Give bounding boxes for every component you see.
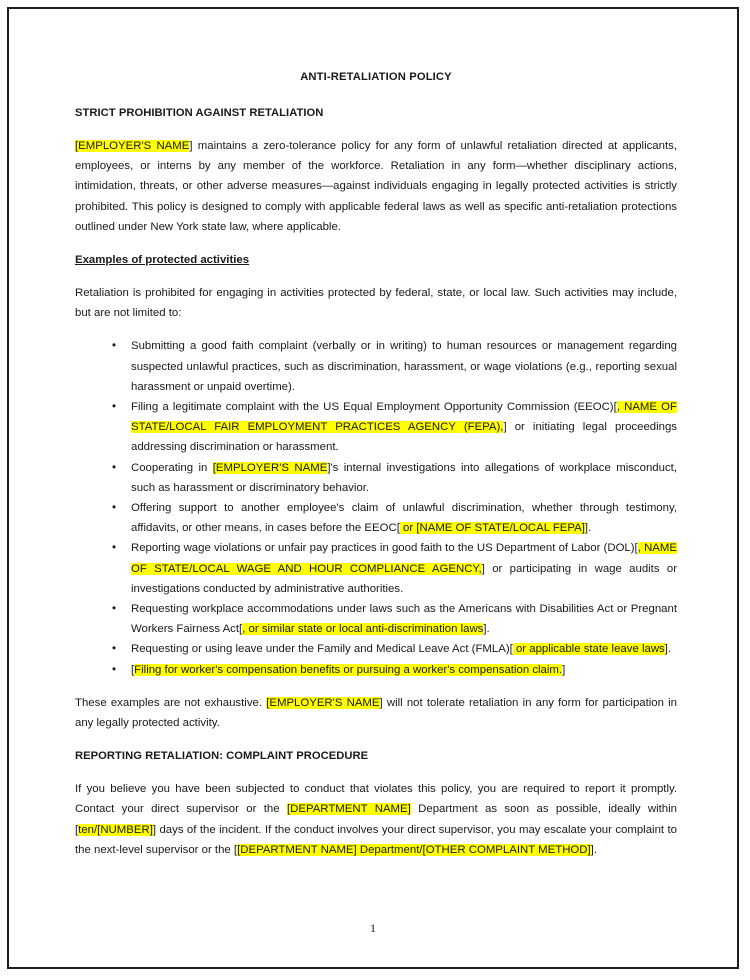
list-item <box>75 336 677 397</box>
list-item <box>75 599 677 639</box>
list-item <box>75 498 677 538</box>
bullet-text-pre: Cooperating in <box>131 461 213 474</box>
list-item <box>75 660 677 680</box>
closing-text-pre: These examples are not exhaustive. <box>75 696 267 709</box>
bullet-text-post: ]. <box>664 643 672 656</box>
protected-activities-list <box>75 336 677 679</box>
reporting-text-part4: ]. <box>590 843 598 856</box>
prohibition-paragraph-text: ] maintains a zero-tolerance policy for any form of unlawful retaliation directed at applicants, employees, or interns by any member of the workforce. Retaliation in any form—whether disciplinary actions, intimidation, threats, or other adverse measures—against individuals engaging in legally protected activities is strictly prohibited. This policy is designed to comply with applicable federal laws as well as specific anti-retaliation protections outlined under New York state law, where applicable. <box>75 140 678 233</box>
bullet-text-post: ]'s internal investigations into allegations of workplace misconduct, such as harassment or discriminatory behavior. <box>131 461 677 494</box>
reporting-text-part3: ] days of the incident. If the conduct involves your direct supervisor, you may escalate your complaint to the next-level supervisor or the [ <box>75 823 677 856</box>
reporting-text-part2: Department as soon as possible, ideally within [ <box>75 803 677 836</box>
closing-text-post: ] will not tolerate retaliation in any form for participation in any legally protected activity. <box>75 696 678 730</box>
list-item <box>75 458 677 498</box>
bullet-text-pre: Requesting or using leave under the Family and Medical Leave Act (FMLA)[ <box>131 643 513 656</box>
placeholder-number-of-days: ten/[NUMBER] <box>78 823 153 836</box>
bullet-text-pre: Submitting a good faith complaint (verbally or in writing) to human resources or management regarding suspected unlawful practices, such as discrimination, harassment, or wage violations (e.g., reporting sexual harassment or unpaid overtime). <box>131 340 677 393</box>
bullet-text-highlight: , NAME OF STATE/LOCAL FAIR EMPLOYMENT PRACTICES AGENCY (FEPA), <box>131 401 677 434</box>
placeholder-other-complaint-method: [DEPARTMENT NAME] Department/[OTHER COMPLAINT METHOD] <box>237 843 591 856</box>
bullet-text-highlight: or applicable state leave laws <box>512 643 665 656</box>
bullet-text-post: ] or initiating legal proceedings addressing discrimination or harassment. <box>131 421 678 454</box>
prohibition-paragraph <box>75 136 677 237</box>
bullet-text-pre: Reporting wage violations or unfair pay practices in good faith to the US Department of Labor (DOL)[ <box>131 542 638 555</box>
placeholder-department-name: [DEPARTMENT NAME] <box>286 803 411 816</box>
closing-text-highlight: [EMPLOYER'S NAME <box>266 696 380 709</box>
list-item <box>75 538 677 599</box>
section-heading-prohibition: STRICT PROHIBITION AGAINST RETALIATION <box>75 107 324 119</box>
page-title: ANTI-RETALIATION POLICY <box>300 71 452 83</box>
bullet-text-highlight: Filing for worker's compensation benefits or pursuing a worker's compensation claim. <box>134 663 563 676</box>
bullet-text-post: ]. <box>483 623 490 636</box>
reporting-paragraph <box>75 779 677 860</box>
placeholder-employer-name: [EMPLOYER'S NAME <box>75 140 190 152</box>
bullet-text-pre: Filing a legitimate complaint with the US Equal Employment Opportunity Commission (EEOC)[ <box>131 401 617 414</box>
bullet-text-pre: [ <box>131 663 135 676</box>
reporting-text-part1: If you believe you have been subjected to conduct that violates this policy, you are required to report it promptly. Contact your direct supervisor or the <box>75 783 677 816</box>
examples-intro-paragraph: Retaliation is prohibited for engaging in activities protected by federal, state, or local law. Such activities may include, but are not limited to: <box>75 287 677 320</box>
bullet-text-highlight: [EMPLOYER'S NAME <box>212 461 328 474</box>
bullet-text-highlight: , or similar state or local anti-discrimination laws <box>242 623 484 636</box>
document-content <box>75 71 677 877</box>
bullet-text-post: ]. <box>584 522 592 535</box>
bullet-text-post: ] or participating in wage audits or investigations conducted by administrative authorities. <box>131 562 677 595</box>
list-item <box>75 397 677 458</box>
subheading-examples: Examples of protected activities <box>75 254 250 267</box>
bullet-text-highlight: or [NAME OF STATE/LOCAL FEPA] <box>399 522 585 535</box>
document-page <box>7 7 739 969</box>
page-number: 1 <box>370 921 376 935</box>
bullet-text-post: ] <box>562 663 566 676</box>
bullet-text-highlight: , NAME OF STATE/LOCAL WAGE AND HOUR COMPLIANCE AGENCY, <box>131 542 677 575</box>
bullet-text-pre: Requesting workplace accommodations under laws such as the Americans with Disabilities Act or Pregnant Workers Fairness Act[ <box>131 603 677 636</box>
bullet-text-pre: Offering support to another employee's claim of unlawful discrimination, whether through testimony, affidavits, or other means, in cases before the EEOC[ <box>131 502 677 535</box>
examples-closing-paragraph <box>75 693 677 733</box>
section-heading-reporting: REPORTING RETALIATION: COMPLAINT PROCEDURE <box>75 750 369 763</box>
list-item <box>75 639 677 659</box>
